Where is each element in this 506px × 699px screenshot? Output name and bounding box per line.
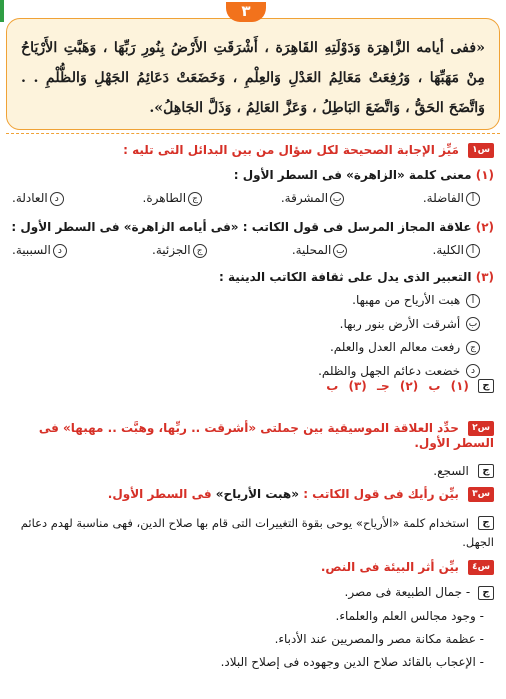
answer-icon: ج [478,516,494,530]
option-1-3-b[interactable] [6,317,480,332]
question-4-answer [6,585,494,669]
question-1-3 [6,270,494,387]
option-mark: ب [330,192,344,206]
option-mark: ب [466,317,480,331]
option-mark: أ [466,192,480,206]
question-1-1-stem [6,168,494,182]
answer-item-1: - جمال الطبيعة فى مصر. [344,585,471,599]
answer-item-4: - الإعجاب بالقائد صلاح الدين وجهوده فى إصلاح البلاد. [220,654,484,669]
section-divider [6,133,500,134]
question-1-2-text: علاقة المجاز المرسل فى قول الكاتب : «فى أيامه الزاهرة» فى السطر الأول : [11,220,472,234]
option-label: المحلية. [291,243,332,257]
question-1-badge: س١ [468,143,494,158]
question-1-1 [6,168,494,206]
question-1-3-text: التعبير الذى يدل على ثقافة الكاتب الدينية : [219,270,472,284]
question-1-2-number: (٢) [475,220,494,234]
question-3-badge: س٣ [468,487,494,502]
question-3-title-end: فى السطر الأول. [107,487,212,501]
question-4-title: بيِّن أثر البيئة فى النص. [320,560,459,574]
question-1-1-options [6,191,494,206]
question-3-title-quote: «هبت الأرياح» [211,487,300,501]
option-1-3-c[interactable] [6,340,480,355]
question-3-answer-text: استخدام كلمة «الأرياح» يوحى بقوة التغييرات التى قام بها صلاح الدين، فهى مناسبة لهدم دعائم الجهل. [20,516,494,549]
question-1-2 [6,220,494,258]
option-mark: ج [193,244,207,258]
option-label: أشرقت الأرض بنور ربها. [339,316,461,331]
option-mark: ب [333,244,347,258]
page-number-badge: ٣ [226,2,266,22]
option-mark: د [50,192,64,206]
question-2-title-row [6,421,494,450]
option-1-1-b[interactable] [281,191,344,206]
option-1-3-a[interactable] [6,293,480,308]
question-4-badge: س٤ [468,560,494,575]
option-label: رفعت معالم العدل والعلم. [329,340,461,354]
question-1 [6,143,494,158]
question-1-2-stem [6,220,494,234]
answer-icon: ج [478,586,494,600]
option-mark: د [466,364,480,378]
question-2-answer [6,460,494,479]
option-label: السببية. [12,243,51,257]
option-1-1-c[interactable] [143,191,203,206]
option-1-2-a[interactable] [433,243,480,258]
option-mark: أ [466,294,480,308]
option-label: الكلية. [432,243,464,257]
list-item [6,585,494,600]
passage-box [6,18,500,130]
question-1-answer [6,375,494,394]
option-label: الطاهرة. [142,191,187,205]
question-1-1-text: معنى كلمة «الزاهرة» فى السطر الأول : [233,168,472,182]
question-3-title-row [6,487,494,502]
question-2-title: حدِّد العلاقة الموسيقية بين جملتى «أشرقت .. ربِّها، وهبَّت .. مهبها» [58,421,459,435]
question-1-3-options [6,293,494,378]
option-label: هبت الأرياح من مهبها. [352,293,461,307]
option-1-2-d[interactable] [12,243,67,258]
question-1-1-number: (١) [475,168,494,182]
question-3 [6,487,494,550]
question-2 [6,421,494,479]
option-mark: ج [188,192,202,206]
answer-item-3: - عظمة مكانة مصر والمصريين عند الأدباء. [274,631,484,646]
option-mark: أ [466,244,480,258]
option-1-1-a[interactable] [423,191,480,206]
option-label: خضعت دعائم الجهل والظلم. [318,363,461,378]
option-label: العادلة. [12,191,48,205]
question-1-title-row [6,143,494,158]
answer-icon: ج [478,379,494,393]
option-label: الجزئية. [152,243,191,257]
question-4-title-row [6,560,494,575]
question-4 [6,560,494,669]
question-1-title: مَيِّز الإجابة الصحيحة لكل سؤال من بين البدائل التى تليه : [123,143,459,157]
option-label: الفاضلة. [422,191,464,205]
option-mark: د [53,244,67,258]
question-1-answer-text: (١) ب (٢) جـ (٣) ب [326,379,469,393]
answer-icon: ج [478,464,494,478]
option-label: المشرقة. [280,191,329,205]
question-1-3-number: (٣) [475,270,494,284]
question-2-badge: س٢ [468,421,494,436]
question-2-answer-text: السجع. [433,464,469,478]
option-1-1-d[interactable] [12,191,64,206]
answer-item-2: - وجود مجالس العلم والعلماء. [335,608,484,623]
option-1-2-b[interactable] [292,243,348,258]
question-3-title-start: بيِّن رأيك فى قول الكاتب : [299,487,459,501]
passage-text: «ففى أيامه الزَّاهِرَة وَدَوْلَتِهِ القَاهِرَة ، أَشْرَقَتِ الأَرْضُ بِنُورِ رَبِّهَا ، وَهَبَّتِ الأَرْيَاحُ مِنْ مَهَبِّهَا ، وَرُفِعَتْ مَعَالِمُ العَدْلِ وَالعِلْمِ ، وَخَضَعَتْ دَعَائِمُ الجَهْلِ وَالظُّلْمِ . . وَاتَّضَحَ الحَقُّ ، وَاتَّضَعَ البَاطِلُ ، وَعَزَّ العَالِمُ ، وَذَلَّ الجَاهِلُ». [21,40,485,116]
question-1-2-options [6,243,494,258]
option-1-2-c[interactable] [152,243,207,258]
question-1-3-stem [6,270,494,284]
option-mark: ج [466,341,480,355]
question-2-title-end: فى السطر الأول. [38,421,494,450]
question-3-answer [6,512,494,550]
green-edge-strip [0,0,4,22]
